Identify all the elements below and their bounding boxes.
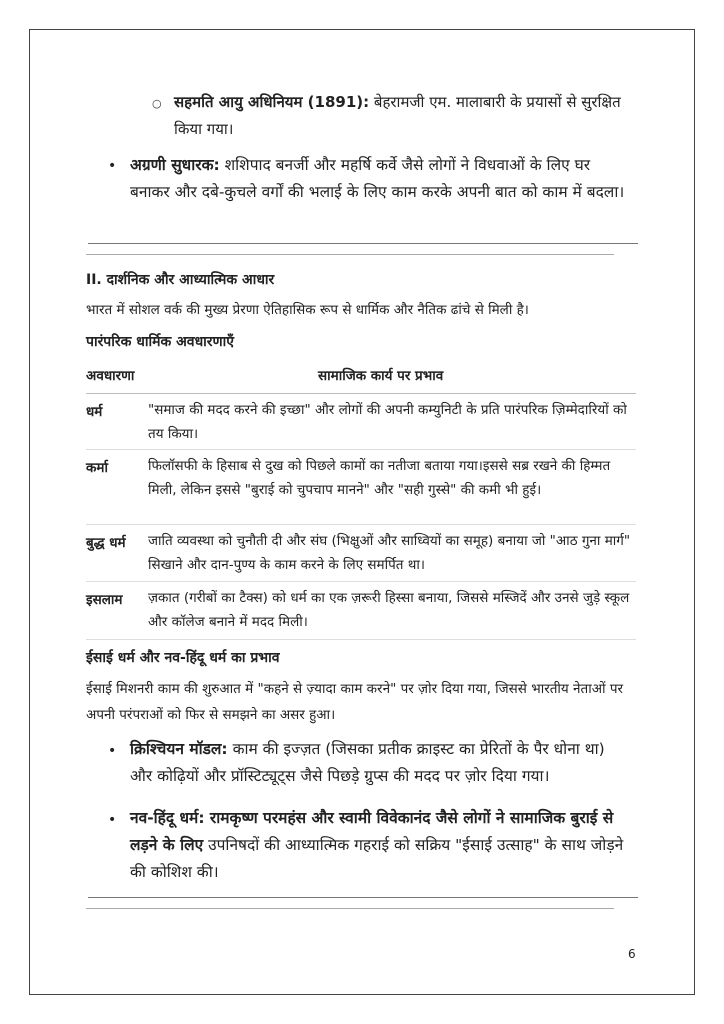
table-row-divider bbox=[86, 524, 636, 525]
pioneer-reformers-item bbox=[130, 152, 630, 206]
pioneer-reformers-text: शशिपाद बनर्जी और महर्षि कर्वे जैसे लोगों ने विधवाओं के लिए घर बनाकर और दबे-कुचले वर्गों की भलाई के लिए काम करके अपनी बात को काम में बदला। bbox=[130, 156, 625, 201]
bullet-dot: • bbox=[108, 743, 117, 759]
consent-act-text: बेहरामजी एम. मालाबारी के प्रयासों से सुरक्षित किया गया। bbox=[174, 93, 621, 138]
bottom-divider bbox=[88, 897, 638, 898]
bottom-divider-secondary bbox=[86, 908, 614, 909]
section-intro: भारत में सोशल वर्क की मुख्य प्रेरणा ऐतिहासिक रूप से धार्मिक और नैतिक ढांचे से मिली है। bbox=[86, 302, 529, 318]
christian-model-label: क्रिश्चियन मॉडल: bbox=[130, 740, 228, 758]
christian-model-item bbox=[130, 736, 630, 790]
consent-act-item bbox=[174, 89, 644, 143]
page-number: 6 bbox=[628, 947, 636, 961]
neo-hindu-text: उपनिषदों की आध्यात्मिक गहराई को सक्रिय "ईसाई उत्साह" के साथ जोड़ने की कोशिश की। bbox=[130, 836, 624, 881]
pioneer-reformers-label: अग्रणी सुधारक: bbox=[130, 156, 220, 174]
christian-model-text: काम की इज्ज़त (जिसका प्रतीक क्राइस्ट का प्रेरितों के पैर धोना था) और कोढ़ियों और प्रॉस्टिट्यूट्स जैसे पिछड़े ग्रुप्स की मदद पर ज़ोर दिया गया। bbox=[130, 740, 605, 785]
section-divider-secondary bbox=[86, 254, 614, 255]
section-divider bbox=[88, 243, 638, 244]
table-row-concept: कर्मा bbox=[86, 460, 108, 476]
table-row-divider bbox=[86, 581, 636, 582]
table-row-impact: जाति व्यवस्था को चुनौती दी और संघ (भिक्षुओं और साध्वियों का समूह) बनाया जो "आठ गुना मार्ग" सिखाने और दान-पुण्य के काम करने के लिए समर्पित था। bbox=[148, 533, 631, 573]
table-row-impact: "समाज की मदद करने की इच्छा" और लोगों की अपनी कम्युनिटी के प्रति पारंपरिक ज़िम्मेदारियों को तय किया। bbox=[148, 402, 627, 442]
neo-hindu-item bbox=[130, 805, 630, 886]
christian-intro: ईसाई मिशनरी काम की शुरुआत में "कहने से ज़्यादा काम करने" पर ज़ोर दिया गया, जिससे भारतीय नेताओं पर अपनी परंपराओं को फिर से समझने का असर हुआ। bbox=[86, 681, 624, 723]
consent-act-label: सहमति आयु अधिनियम (1891): bbox=[174, 93, 370, 111]
table-row-impact: ज़कात (गरीबों का टैक्स) को धर्म का एक ज़रूरी हिस्सा बनाया, जिससे मस्जिदें और उनसे जुड़े स्कूल और कॉलेज बनाने में मदद मिली। bbox=[148, 590, 630, 630]
sub-bullet-marker: ○ bbox=[152, 97, 162, 110]
table-row-concept: बुद्ध धर्म bbox=[86, 535, 126, 551]
christian-heading: ईसाई धर्म और नव-हिंदू धर्म का प्रभाव bbox=[86, 650, 280, 666]
bullet-dot: • bbox=[108, 158, 117, 174]
table-row-concept: इसलाम bbox=[86, 592, 123, 608]
section-heading: II. दार्शनिक और आध्यात्मिक आधार bbox=[86, 272, 275, 288]
table-row-divider bbox=[86, 639, 636, 640]
table-row-concept: धर्म bbox=[86, 404, 103, 420]
table-row-divider bbox=[86, 449, 636, 450]
neo-hindu-label: नव-हिंदू धर्म: रामकृष्ण परमहंस और स्वामी विवेकानंद जैसे लोगों ने सामाजिक बुराई से लड़ने के लिए bbox=[130, 809, 614, 854]
table-row-impact: फिलॉसफी के हिसाब से दुख को पिछले कामों का नतीजा बताया गया।इससे सब्र रखने की हिम्मत मिली, लेकिन इससे "बुराई को चुपचाप मानने" और "सही गुस्से" की कमी भी हुई। bbox=[148, 458, 611, 498]
bullet-dot: • bbox=[108, 812, 117, 828]
table-header-concept: अवधारणा bbox=[86, 368, 135, 384]
table-header-line bbox=[86, 393, 636, 394]
table-title: पारंपरिक धार्मिक अवधारणाएँ bbox=[86, 334, 235, 350]
table-header-impact: सामाजिक कार्य पर प्रभाव bbox=[318, 368, 444, 384]
